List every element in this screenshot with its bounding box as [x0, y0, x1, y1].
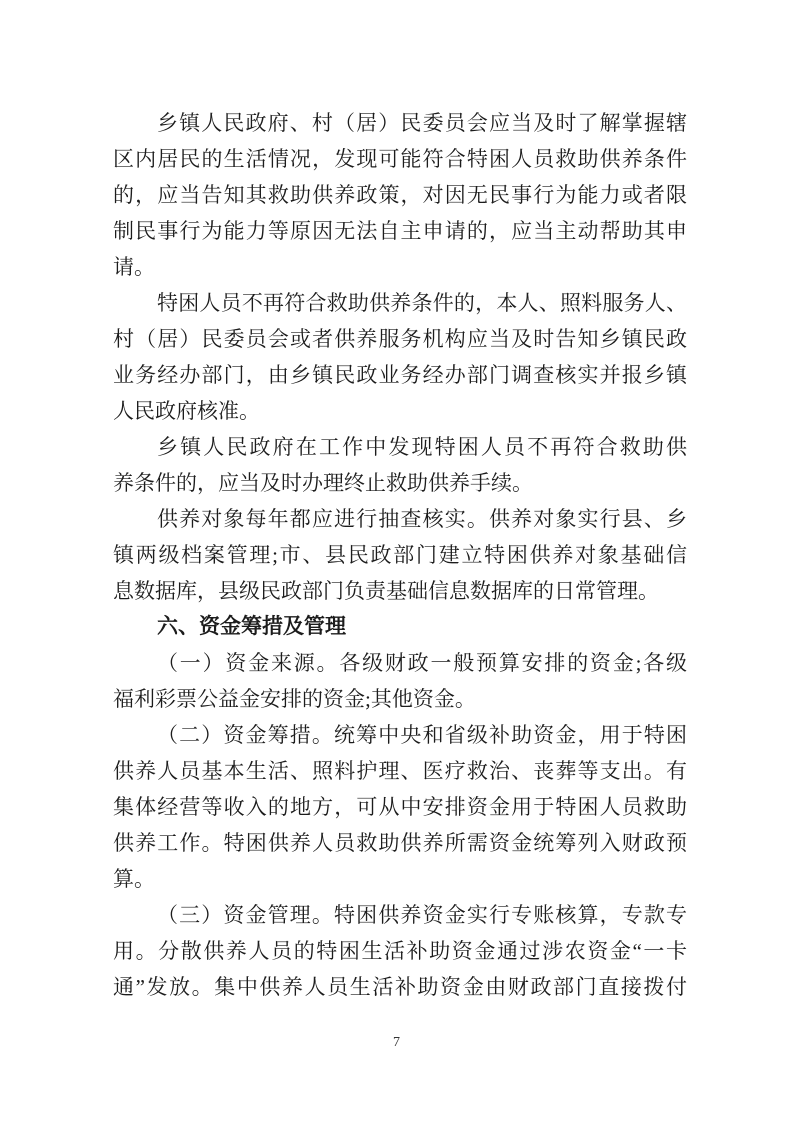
text-line: 通”发放。集中供养人员生活补助资金由财政部门直接拨付	[113, 975, 687, 999]
text-line: 供养对象每年都应进行抽查核实。供养对象实行县、乡	[157, 507, 687, 531]
section-heading	[113, 609, 687, 645]
document-body	[113, 105, 687, 1005]
text-line: （一）资金来源。各级财政一般预算安排的资金;各级	[157, 651, 687, 675]
text-line: （二）资金筹措。统筹中央和省级补助资金，用于特困	[157, 723, 687, 747]
text-line: 供养人员基本生活、照料护理、医疗救治、丧葬等支出。有	[113, 759, 687, 783]
paragraph	[113, 105, 687, 285]
paragraph	[113, 897, 687, 1005]
paragraph	[113, 429, 687, 501]
text-line: 村（居）民委员会或者供养服务机构应当及时告知乡镇民政	[113, 327, 687, 351]
text-line: 养条件的，应当及时办理终止救助供养手续。	[113, 471, 533, 495]
paragraph	[113, 645, 687, 717]
text-line: 镇两级档案管理;市、县民政部门建立特困供养对象基础信	[113, 543, 687, 567]
text-line: 息数据库，县级民政部门负责基础信息数据库的日常管理。	[113, 579, 659, 603]
paragraph	[113, 501, 687, 609]
text-line: 算。	[113, 867, 155, 891]
text-line: 区内居民的生活情况，发现可能符合特困人员救助供养条件	[113, 147, 687, 171]
text-line: 用。分散供养人员的特困生活补助资金通过涉农资金“一卡	[113, 939, 687, 963]
text-line: 的，应当告知其救助供养政策，对因无民事行为能力或者限	[113, 183, 687, 207]
text-line: 福利彩票公益金安排的资金;其他资金。	[113, 687, 476, 711]
text-line: 制民事行为能力等原因无法自主申请的，应当主动帮助其申	[113, 219, 687, 243]
paragraph	[113, 285, 687, 429]
text-line: 集体经营等收入的地方，可从中安排资金用于特困人员救助	[113, 795, 687, 819]
text-line: （三）资金管理。特困供养资金实行专账核算，专款专	[157, 903, 687, 927]
paragraph	[113, 717, 687, 897]
text-line: 业务经办部门，由乡镇民政业务经办部门调查核实并报乡镇	[113, 363, 687, 387]
text-line: 请。	[113, 255, 155, 279]
section-heading-text: 六、资金筹措及管理	[157, 615, 346, 638]
text-line: 乡镇人民政府、村（居）民委员会应当及时了解掌握辖	[157, 111, 687, 135]
text-line: 供养工作。特困供养人员救助供养所需资金统筹列入财政预	[113, 831, 687, 855]
text-line: 人民政府核准。	[113, 399, 260, 423]
page-footer	[0, 1032, 793, 1054]
page-number: 7	[393, 1035, 400, 1050]
text-line: 特困人员不再符合救助供养条件的，本人、照料服务人、	[157, 291, 687, 315]
text-line: 乡镇人民政府在工作中发现特困人员不再符合救助供	[157, 435, 687, 459]
